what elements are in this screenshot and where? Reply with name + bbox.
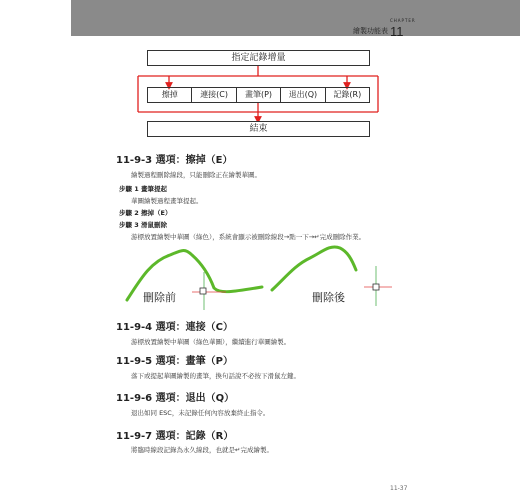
cursor-box-before [200, 288, 206, 294]
section-heading-11-9-5: 11-9-5 選項：畫筆（P） [116, 356, 233, 367]
step-3-text: 游標放置繪製中華圖（綠色），系統會顯示被刪除線段→點一下→↵完成刪除作業。 [131, 233, 366, 241]
section-heading-11-9-7: 11-9-7 選項：記錄（R） [116, 431, 234, 442]
step-1-heading: 步驟 1 畫筆提起 [119, 185, 168, 193]
flow-top-box: 指定記錄增量 [147, 50, 370, 66]
flow-end-box: 結束 [147, 121, 370, 137]
section-text-11-9-7: 將臨時線段記錄為永久線段，也就是↵完成繪製。 [131, 446, 273, 454]
curve-after [272, 247, 356, 290]
chapter-title: 繪製功能表 [353, 27, 388, 35]
section-text-11-9-6: 退出如同 ESC，未記錄任何內容放棄終止指令。 [131, 409, 270, 417]
section-text-11-9-5: 落下或提起華圖繪製的畫筆，換句話說不必按下滑鼠左鍵。 [131, 372, 300, 380]
section-text-11-9-3: 繪製過程刪除線段，只能刪除正在繪製華圖。 [131, 171, 261, 179]
flow-option-pen: 畫筆(P) [237, 88, 281, 102]
section-heading-11-9-3: 11-9-3 選項：擦掉（E） [116, 155, 233, 166]
step-3-heading: 步驟 3 滑鼠刪除 [119, 221, 168, 229]
flow-option-connect: 連接(C) [192, 88, 236, 102]
label-before: 刪除前 [143, 291, 176, 304]
chapter-number: 11 [390, 24, 404, 39]
flow-option-record: 記錄(R) [333, 90, 362, 99]
section-heading-11-9-4: 11-9-4 選項：連接（C） [116, 322, 233, 333]
label-after: 刪除後 [312, 291, 345, 304]
section-heading-11-9-6: 11-9-6 選項：退出（Q） [116, 393, 235, 404]
flow-option-exit: 退出(Q) [281, 88, 325, 102]
cursor-box-after [373, 284, 379, 290]
step-2-heading: 步驟 2 擦掉（E） [119, 209, 172, 217]
step-1-text: 華圖繪製過程畫筆提起。 [131, 197, 203, 205]
page-number: 11-37 [390, 485, 408, 492]
chapter-tag: CHAPTER [390, 18, 416, 23]
section-text-11-9-4: 游標放置繪製中華圖（綠色華圖），繼續進行華圖繪製。 [131, 338, 291, 346]
flow-option-erase: 擦掉 [148, 88, 192, 102]
